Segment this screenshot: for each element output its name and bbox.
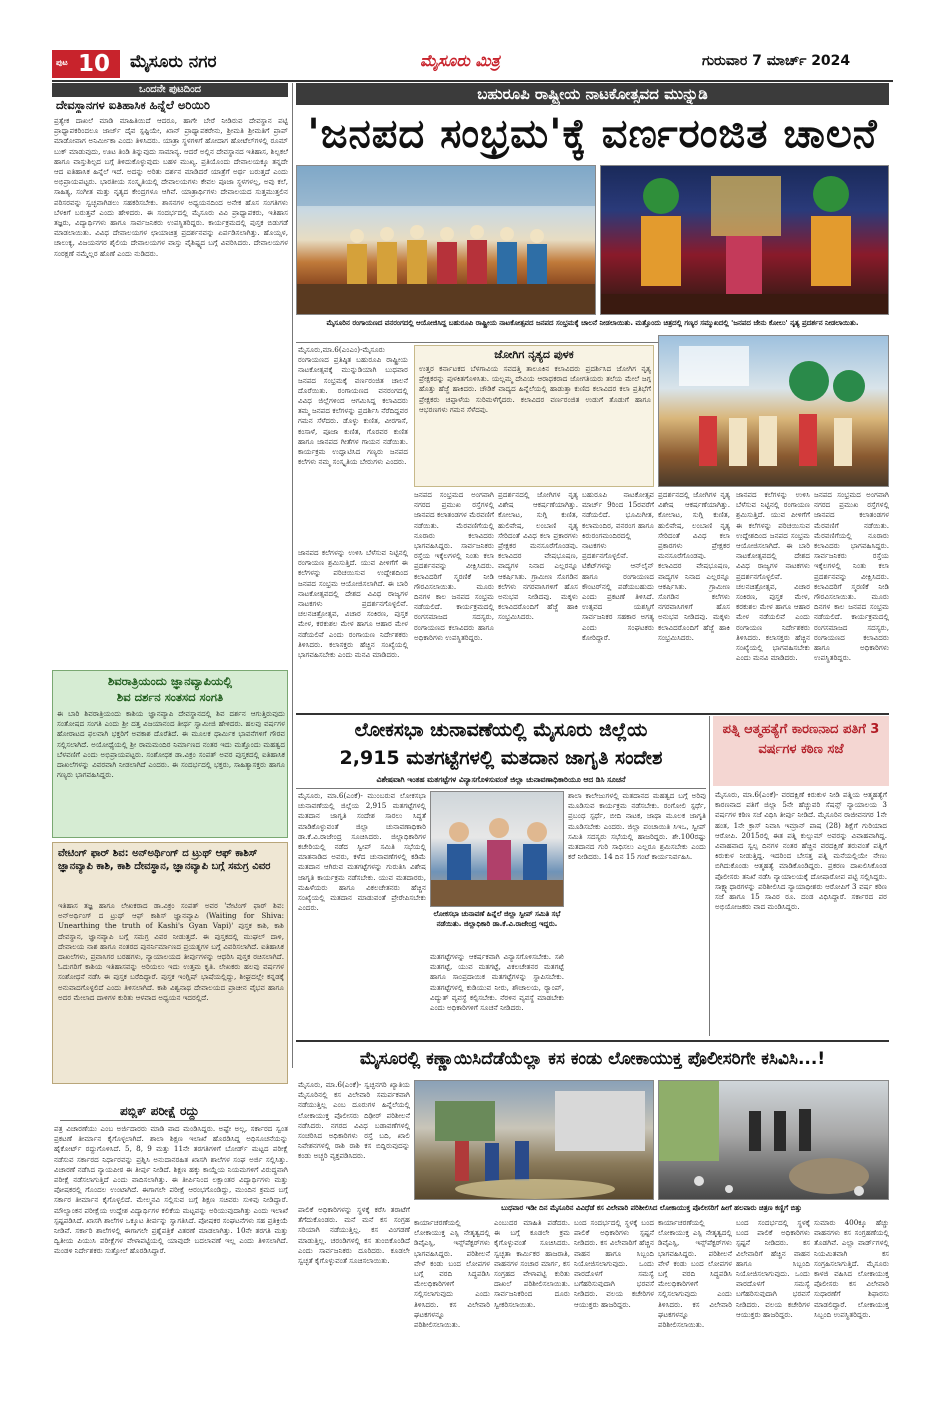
masthead xyxy=(0,44,945,80)
lokayukta-photo-2 xyxy=(658,1080,889,1200)
lead-col-7: ಜಾನಪದ ಕಲೆಗಳನ್ನು ಉಳಿಸಿ ಬೆಳೆಸುವ ನಿಟ್ಟಿನಲ್ಲಿ ರಂಗಾಯಣ ಶ್ರಮಿಸುತ್ತಿದೆ. ಯುವ ಪೀಳಿಗೆಗೆ ಈ ಕಲೆಗಳನ್ನು ಪರಿಚಯಿಸುವ ಉದ್ದೇಶದಿಂದ ಜನಪದ ಸಂಭ್ರಮ ಆಯೋಜಿಸಲಾಗಿದೆ. ಈ ಬಾರಿ ನಾಟಕೋತ್ಸವದಲ್ಲಿ ದೇಶದ ವಿವಿಧ ರಾಜ್ಯಗಳ ನಾಟಕಗಳು ಪ್ರದರ್ಶನಗೊಳ್ಳಲಿವೆ. ಚಲನಚಿತ್ರೋತ್ಸವ, ವಿಚಾರ ಸಂಕಿರಣ, ಪುಸ್ತಕ ಮೇಳ, ಕರಕುಶಲ ಮೇಳ ಹಾಗೂ ಆಹಾರ ಮೇಳ ನಡೆಯಲಿವೆ ಎಂದು ರಂಗಾಯಣ ನಿರ್ದೇಶಕರು ತಿಳಿಸಿದರು. ಕಲಾಸಕ್ತರು ಹೆಚ್ಚಿನ ಸಂಖ್ಯೆಯಲ್ಲಿ ಭಾಗವಹಿಸಬೇಕು ಎಂದು ಮನವಿ ಮಾಡಿದರು. xyxy=(736,490,810,663)
lead-photo-2-scene xyxy=(601,166,889,315)
lead-photo-2 xyxy=(600,165,889,315)
lead-col-4: ಪ್ರದರ್ಶನದಲ್ಲಿ ಜೋಗಿಗಳ ನೃತ್ಯ ವಿಶೇಷ ಆಕರ್ಷಣೆಯಾಗಿತ್ತು. ಕೋಲಾಟ, ಸುಗ್ಗಿ ಕುಣಿತ, ಹುಲಿವೇಷ, ಲಂಬಾಣಿ ನೃತ್ಯ ಸೇರಿದಂತೆ ವಿವಿಧ ಕಲಾ ಪ್ರಕಾರಗಳು ಪ್ರೇಕ್ಷಕರ ಮನಸೂರೆಗೊಂಡವು. ಕಲಾವಿದರ ವೇಷಭೂಷಣ, ವಾದ್ಯಗಳ ನಿನಾದ ಎಲ್ಲರನ್ನೂ ಆಕರ್ಷಿಸಿತು. ಗ್ರಾಮೀಣ ಸೊಗಡಿನ ಕಲೆಗಳು ನಗರವಾಸಿಗಳಿಗೆ ಹೊಸ ಅನುಭವ ನೀಡಿದವು. ಮಕ್ಕಳು ಕಲಾವಿದರೊಂದಿಗೆ ಹೆಜ್ಜೆ ಹಾಕಿ ಸಂಭ್ರಮಿಸಿದರು. xyxy=(498,490,578,622)
election-headline-2: 2,915 ಮತಗಟ್ಟೆಗಳಲ್ಲಿ ಮತದಾನ ಜಾಗೃತಿ ಸಂದೇಶ xyxy=(339,747,663,769)
book-box xyxy=(52,842,288,1084)
lead-col-1: ಮೈಸೂರು,ಮಾ.6(ಎಂಎಂ)-ಮೈಸೂರು ರಂಗಾಯಣದ ಪ್ರತಿಷ್ಠಿತ ಬಹುರೂಪಿ ರಾಷ್ಟ್ರೀಯ ನಾಟಕೋತ್ಸವಕ್ಕೆ ಮುನ್ನುಡಿಯಾಗಿ ಬುಧವಾರ ಜನಪದ ಸಂಭ್ರಮಕ್ಕೆ ವರ್ಣರಂಜಿತ ಚಾಲನೆ ದೊರೆಯಿತು. ರಂಗಾಯಣದ ವನರಂಗದಲ್ಲಿ ವಿವಿಧ ಜಿಲ್ಲೆಗಳಿಂದ ಆಗಮಿಸಿದ್ದ ಕಲಾವಿದರು ತಮ್ಮ ಜನಪದ ಕಲೆಗಳನ್ನು ಪ್ರದರ್ಶಿಸಿ ನೆರೆದಿದ್ದವರ ಗಮನ ಸೆಳೆದರು. ಡೊಳ್ಳು ಕುಣಿತ, ವೀರಗಾಸೆ, ಕಂಸಾಳೆ, ಪೂಜಾ ಕುಣಿತ, ಗೊರವರ ಕುಣಿತ ಹಾಗೂ ಜಾನಪದ ಗೀತೆಗಳ ಗಾಯನ ನಡೆಯಿತು. ಕಾರ್ಯಕ್ರಮ ಉದ್ಘಾಟಿಸಿದ ಗಣ್ಯರು ಜನಪದ ಕಲೆಗಳು ನಮ್ಮ ಸಂಸ್ಕೃತಿಯ ಬೇರುಗಳು ಎಂದರು. xyxy=(298,345,408,467)
election-caption: ಲೋಕಸಭಾ ಚುನಾವಣೆ ಹಿನ್ನೆಲೆ ಜಿಲ್ಲಾ ಸ್ವೀಪ್ ಸಮಿತಿ ಸಭೆ ನಡೆಯಿತು. ಜಿಲ್ಲಾಧಿಕಾರಿ ಡಾ.ಕೆ.ವಿ.ರಾಜೇಂದ್ರ ಇದ್ದರು. xyxy=(433,910,561,928)
jogi-photo-scene xyxy=(659,336,889,487)
page-label: ಪುಟ xyxy=(56,58,68,67)
page-number-badge xyxy=(52,50,120,78)
lokayukta-photo-1-scene xyxy=(415,1081,654,1200)
lead-headline: 'ಜನಪದ ಸಂಭ್ರಮ'ಕ್ಕೆ ವರ್ಣರಂಜಿತ ಚಾಲನೆ xyxy=(307,111,878,157)
continued-label: ಒಂದನೇ ಪುಟದಿಂದ xyxy=(52,83,288,97)
gyanvapi-box xyxy=(52,670,288,838)
lead-col-2: ಜಾನಪದ ಕಲೆಗಳನ್ನು ಉಳಿಸಿ ಬೆಳೆಸುವ ನಿಟ್ಟಿನಲ್ಲಿ ರಂಗಾಯಣ ಶ್ರಮಿಸುತ್ತಿದೆ. ಯುವ ಪೀಳಿಗೆಗೆ ಈ ಕಲೆಗಳನ್ನು ಪರಿಚಯಿಸುವ ಉದ್ದೇಶದಿಂದ ಜನಪದ ಸಂಭ್ರಮ ಆಯೋಜಿಸಲಾಗಿದೆ. ಈ ಬಾರಿ ನಾಟಕೋತ್ಸವದಲ್ಲಿ ದೇಶದ ವಿವಿಧ ರಾಜ್ಯಗಳ ನಾಟಕಗಳು ಪ್ರದರ್ಶನಗೊಳ್ಳಲಿವೆ. ಚಲನಚಿತ್ರೋತ್ಸವ, ವಿಚಾರ ಸಂಕಿರಣ, ಪುಸ್ತಕ ಮೇಳ, ಕರಕುಶಲ ಮೇಳ ಹಾಗೂ ಆಹಾರ ಮೇಳ ನಡೆಯಲಿವೆ ಎಂದು ರಂಗಾಯಣ ನಿರ್ದೇಶಕರು ತಿಳಿಸಿದರು. ಕಲಾಸಕ್ತರು ಹೆಚ್ಚಿನ ಸಂಖ್ಯೆಯಲ್ಲಿ ಭಾಗವಹಿಸಬೇಕು ಎಂದು ಮನವಿ ಮಾಡಿದರು. xyxy=(298,548,408,660)
lead-photo-1-scene xyxy=(297,166,596,315)
book-headline: ವೇಟಿಂಗ್ ಫಾರ್ ಶಿವ: ಅನ್‌ಅರ್ಥಿಂಗ್ ದ ಟ್ರುಥ್ ಆಫ್ ಕಾಶಿಸ್ ಜ್ಞಾನವ್ಯಾಪಿ ಕಾಶಿ, ಕಾಶಿ ದೇವಸ್ಥಾನ, ಜ್ಞಾನವ್ಯಾಪಿ ಬಗ್ಗೆ ಸಮಗ್ರ ವಿವರ xyxy=(58,848,271,872)
lokayukta-headline: ಮೈಸೂರಲ್ಲಿ ಕಣ್ಣಾಯಿಸಿದೆಡೆಯೆಲ್ಲಾ ಕಸ ಕಂಡು ಲೋಕಾಯುಕ್ತ ಪೊಲೀಸರಿಗೇ ಕಸಿವಿಸಿ...! xyxy=(359,1049,826,1069)
lokayukta-col-2: ಪಾಲಿಕೆ ಅಧಿಕಾರಿಗಳನ್ನು ಸ್ಥಳಕ್ಕೆ ಕರೆಸಿ ತರಾಟೆಗೆ ತೆಗೆದುಕೊಂಡರು. ಮನೆ ಮನೆ ಕಸ ಸಂಗ್ರಹ ಸರಿಯಾಗಿ ನಡೆಯುತ್ತಿಲ್ಲ. ಕಸ ವಿಂಗಡಣೆ ಮಾಡುತ್ತಿಲ್ಲ. ಚರಂಡಿಗಳಲ್ಲಿ ಕಸ ತುಂಬಿಕೊಂಡಿದೆ ಎಂದು ಸಾರ್ವಜನಿಕರು ದೂರಿದರು. ಕೂಡಲೇ ಸ್ವಚ್ಛತೆ ಕೈಗೊಳ್ಳುವಂತೆ ಸೂಚಿಸಲಾಯಿತು. xyxy=(298,1205,410,1266)
paper-logo: ಮೈಸೂರು ಮಿತ್ರ xyxy=(420,51,500,70)
lead-kicker: ಬಹುರೂಪಿ ರಾಷ್ಟ್ರೀಯ ನಾಟಕೋತ್ಸವದ ಮುನ್ನುಡಿ xyxy=(296,83,889,105)
suicide-headline: ಪತ್ನಿ ಆತ್ಮಹತ್ಯೆಗೆ ಕಾರಣನಾದ ಪತಿಗೆ 3 ವರ್ಷಗಳ ಕಠಿಣ ಸಜೆ xyxy=(722,722,880,757)
gyanvapi-headline-1: ಶಿವರಾತ್ರಿಯಂದು ಜ್ಞಾನವ್ಯಾಪಿಯಲ್ಲಿ xyxy=(107,674,233,688)
lokayukta-photo-1 xyxy=(414,1080,654,1200)
lead-photo-1 xyxy=(296,165,596,315)
section-name: ಮೈಸೂರು ನಗರ xyxy=(130,52,217,72)
gyanvapi-headline-2: ಶಿವ ದರ್ಶನ ಸಂತಸದ ಸಂಗತಿ xyxy=(116,690,224,704)
issue-date: ಗುರುವಾರ 7 ಮಾರ್ಚ್ 2024 xyxy=(702,53,851,69)
lead-col-6: ಪ್ರದರ್ಶನದಲ್ಲಿ ಜೋಗಿಗಳ ನೃತ್ಯ ವಿಶೇಷ ಆಕರ್ಷಣೆಯಾಗಿತ್ತು. ಕೋಲಾಟ, ಸುಗ್ಗಿ ಕುಣಿತ, ಹುಲಿವೇಷ, ಲಂಬಾಣಿ ನೃತ್ಯ ಸೇರಿದಂತೆ ವಿವಿಧ ಕಲಾ ಪ್ರಕಾರಗಳು ಪ್ರೇಕ್ಷಕರ ಮನಸೂರೆಗೊಂಡವು. ಕಲಾವಿದರ ವೇಷಭೂಷಣ, ವಾದ್ಯಗಳ ನಿನಾದ ಎಲ್ಲರನ್ನೂ ಆಕರ್ಷಿಸಿತು. ಗ್ರಾಮೀಣ ಸೊಗಡಿನ ಕಲೆಗಳು ನಗರವಾಸಿಗಳಿಗೆ ಹೊಸ ಅನುಭವ ನೀಡಿದವು. ಮಕ್ಕಳು ಕಲಾವಿದರೊಂದಿಗೆ ಹೆಜ್ಜೆ ಹಾಕಿ ಸಂಭ್ರಮಿಸಿದರು. xyxy=(658,490,730,642)
lokayukta-col-5: ಬಂದ ಸಂದರ್ಭದಲ್ಲಿ ಸ್ಥಳಕ್ಕೆ ಬಂದ ಪಾಲಿಕೆ ಅಧಿಕಾರಿಗಳು ಸ್ಪಷ್ಟನೆ ನೀಡಿದರು. ಕಸ ವಿಲೇವಾರಿಗೆ ಹೆಚ್ಚಿನ ವಾಹನ ಹಾಗೂ ಸಿಬ್ಬಂದಿ ನಿಯೋಜಿಸಲಾಗುವುದು. ಒಂದು ವಾರದೊಳಗೆ ಸಮಸ್ಯೆ ಬಗೆಹರಿಸುವುದಾಗಿ ಭರವಸೆ ನೀಡಿದರು. ವಲಯ ಕಚೇರಿಗಳ ಆಯುಕ್ತರು ಹಾಜರಿದ್ದರು. xyxy=(574,1218,654,1309)
lokayukta-col-7: ಬಂದ ಸಂದರ್ಭದಲ್ಲಿ ಸ್ಥಳಕ್ಕೆ ಬಂದ ಪಾಲಿಕೆ ಅಧಿಕಾರಿಗಳು ಸ್ಪಷ್ಟನೆ ನೀಡಿದರು. ಕಸ ವಿಲೇವಾರಿಗೆ ಹೆಚ್ಚಿನ ವಾಹನ ಹಾಗೂ ಸಿಬ್ಬಂದಿ ನಿಯೋಜಿಸಲಾಗುವುದು. ಒಂದು ವಾರದೊಳಗೆ ಸಮಸ್ಯೆ ಬಗೆಹರಿಸುವುದಾಗಿ ಭರವಸೆ ನೀಡಿದರು. ವಲಯ ಕಚೇರಿಗಳ ಆಯುಕ್ತರು ಹಾಜರಿದ್ದರು. xyxy=(736,1218,810,1319)
suicide-body: ಮೈಸೂರು, ಮಾ.6(ಎಂಕೆ)- ವರದಕ್ಷಿಣೆ ಕಿರುಕುಳ ನೀಡಿ ಪತ್ನಿಯ ಆತ್ಮಹತ್ಯೆಗೆ ಕಾರಣನಾದ ಪತಿಗೆ ಜಿಲ್ಲಾ 5ನೇ ಹೆಚ್ಚುವರಿ ಸೆಷನ್ಸ್ ನ್ಯಾಯಾಲಯ 3 ವರ್ಷಗಳ ಕಠಿಣ ಸಜೆ ವಿಧಿಸಿ ತೀರ್ಪು ನೀಡಿದೆ. ಮೈಸೂರಿನ ರಾಜೀವನಗರ 1ನೇ ಹಂತ, 1ನೇ ಕ್ರಾಸ್ ನಿವಾಸಿ ಇಮ್ರಾನ್ ಪಾಷ (28) ಶಿಕ್ಷೆಗೆ ಗುರಿಯಾದ ಆರೋಪಿ. 2015ರಲ್ಲಿ ಈತ ಪತ್ನಿ ಕುಲ್ಸುಮ್ ಅವರನ್ನು ವಿವಾಹವಾಗಿದ್ದ. ವಿವಾಹವಾದ ಸ್ವಲ್ಪ ದಿನಗಳ ನಂತರ ಹೆಚ್ಚಿನ ವರದಕ್ಷಿಣೆ ತರುವಂತೆ ಪತ್ನಿಗೆ ಕಿರುಕುಳ ನೀಡುತ್ತಿದ್ದ. ಇದರಿಂದ ಬೇಸತ್ತ ಪತ್ನಿ ಮನೆಯಲ್ಲಿಯೇ ನೇಣು ಬಿಗಿದುಕೊಂಡು ಆತ್ಮಹತ್ಯೆ ಮಾಡಿಕೊಂಡಿದ್ದರು. ಪ್ರಕರಣ ದಾಖಲಿಸಿಕೊಂಡ ಪೊಲೀಸರು ತನಿಖೆ ನಡೆಸಿ ನ್ಯಾಯಾಲಯಕ್ಕೆ ದೋಷಾರೋಪ ಪಟ್ಟಿ ಸಲ್ಲಿಸಿದ್ದರು. ಸಾಕ್ಷ್ಯಾಧಾರಗಳನ್ನು ಪರಿಶೀಲಿಸಿದ ನ್ಯಾಯಾಧೀಶರು ಆರೋಪಿಗೆ 3 ವರ್ಷ ಕಠಿಣ ಸಜೆ ಹಾಗೂ 15 ಸಾವಿರ ರೂ. ದಂಡ ವಿಧಿಸಿದ್ದಾರೆ. ಸರ್ಕಾರದ ಪರ ಅಭಿಯೋಜಕರು ವಾದ ಮಂಡಿಸಿದ್ದರು. xyxy=(715,790,887,912)
jogi-body: ಉತ್ತರ ಕರ್ನಾಟಕದ ಬೆಳಗಾವಿಯ ಸವದತ್ತಿ ತಾಲೂಕಿನ ಕಲಾವಿದರು ಪ್ರದರ್ಶಿಸಿದ ಜೋಗಿಗ ನೃತ್ಯ ಪ್ರೇಕ್ಷಕರನ್ನು ಪುಳಕಿತಗೊಳಿಸಿತು. ಯಲ್ಲಮ್ಮ ದೇವಿಯ ಆರಾಧಕರಾದ ಜೋಗತಿಯರು ತಲೆಯ ಮೇಲೆ ಜಗ್ಗ ಹೊತ್ತು ಹೆಜ್ಜೆ ಹಾಕಿದರು. ಚೌಡಿಕೆ ವಾದ್ಯದ ಹಿನ್ನೆಲೆಯಲ್ಲಿ ಹಾಡುತ್ತಾ ಕುಣಿದ ಕಲಾವಿದರ ಕಲಾ ಪ್ರತಿಭೆಗೆ ಪ್ರೇಕ್ಷಕರು ಚಪ್ಪಾಳೆಯ ಸುರಿಮಳೆಗೈದರು. ಕಲಾವಿದರ ವರ್ಣರಂಜಿತ ಉಡುಗೆ ತೊಡುಗೆ ಹಾಗೂ ಆಭರಣಗಳು ಗಮನ ಸೆಳೆದವು. xyxy=(419,364,651,414)
exam-body: ಪತ್ರ ವಿಚಾರಣೆಯು ಎಂಬ ಅರ್ಜಿದಾರರು ಮಾಡಿ ವಾದ ಮಂಡಿಸಿದ್ದರು. ಅಷ್ಟೇ ಅಲ್ಲ, ಸರ್ಕಾರದ ಸ್ವಂತ ಪ್ರಕಟಣೆ ತೀರ್ಮಾನ ಕೈಗೊಳ್ಳಲಾಗಿದೆ. ಶಾಲಾ ಶಿಕ್ಷಣ ಇಲಾಖೆ ಹೊರಡಿಸಿದ್ದ ಅಧಿಸೂಚನೆಯನ್ನು ಹೈಕೋರ್ಟ್ ರದ್ದುಗೊಳಿಸಿದೆ. 5, 8, 9 ಮತ್ತು 11ನೇ ತರಗತಿಗಳಿಗೆ ಬೋರ್ಡ್ ಮಟ್ಟದ ಪರೀಕ್ಷೆ ನಡೆಸುವ ಸರ್ಕಾರದ ನಿರ್ಧಾರವನ್ನು ಪ್ರಶ್ನಿಸಿ ಅನುದಾನರಹಿತ ಖಾಸಗಿ ಶಾಲೆಗಳ ಸಂಘ ಅರ್ಜಿ ಸಲ್ಲಿಸಿತ್ತು. ವಿಚಾರಣೆ ನಡೆಸಿದ ನ್ಯಾಯಪೀಠ ಈ ತೀರ್ಪು ನೀಡಿದೆ. ಶಿಕ್ಷಣ ಹಕ್ಕು ಕಾಯ್ದೆಯ ನಿಯಮಗಳಿಗೆ ವಿರುದ್ಧವಾಗಿ ಪರೀಕ್ಷೆ ನಡೆಸಲಾಗುತ್ತಿದೆ ಎಂದು ವಾದಿಸಲಾಗಿತ್ತು. ಈ ತೀರ್ಪಿನಿಂದ ಲಕ್ಷಾಂತರ ವಿದ್ಯಾರ್ಥಿಗಳು ಮತ್ತು ಪೋಷಕರಲ್ಲಿ ಗೊಂದಲ ಉಂಟಾಗಿದೆ. ಈಗಾಗಲೇ ಪರೀಕ್ಷೆ ಆರಂಭಗೊಂಡಿದ್ದು, ಮುಂದಿನ ಕ್ರಮದ ಬಗ್ಗೆ ಸರ್ಕಾರ ತೀರ್ಮಾನ ಕೈಗೊಳ್ಳಲಿದೆ. ಮೇಲ್ಮನವಿ ಸಲ್ಲಿಸುವ ಬಗ್ಗೆ ಶಿಕ್ಷಣ ಸಚಿವರು ಸುಳಿವು ನೀಡಿದ್ದಾರೆ. ಮೌಲ್ಯಾಂಕನ ಪರೀಕ್ಷೆಯ ಉದ್ದೇಶ ವಿದ್ಯಾರ್ಥಿಗಳ ಕಲಿಕೆಯ ಮಟ್ಟವನ್ನು ಅರಿಯುವುದಾಗಿತ್ತು ಎಂದು ಇಲಾಖೆ ಸ್ಪಷ್ಟಪಡಿಸಿದೆ. ಖಾಸಗಿ ಶಾಲೆಗಳ ಒಕ್ಕೂಟ ತೀರ್ಪನ್ನು ಸ್ವಾಗತಿಸಿದೆ. ಪೋಷಕರ ಸಂಘಟನೆಗಳು ಸಹ ಪ್ರತಿಕ್ರಿಯೆ ನೀಡಿವೆ. ಸರ್ಕಾರಿ ಶಾಲೆಗಳಲ್ಲಿ ಈಗಾಗಲೇ ಪ್ರಶ್ನೆಪತ್ರಿಕೆ ವಿತರಣೆ ಮಾಡಲಾಗಿತ್ತು. 10ನೇ ತರಗತಿ ಮತ್ತು ದ್ವಿತೀಯ ಪಿಯುಸಿ ಪರೀಕ್ಷೆಗಳ ವೇಳಾಪಟ್ಟಿಯಲ್ಲಿ ಯಾವುದೇ ಬದಲಾವಣೆ ಇಲ್ಲ ಎಂದು ತಿಳಿಸಲಾಗಿದೆ. ಮಂಡಳಿ ನಿರ್ದೇಶಕರು ಸುತ್ತೋಲೆ ಹೊರಡಿಸಿದ್ದಾರೆ. xyxy=(54,1124,288,1256)
lead-caption: ಮೈಸೂರಿನ ರಂಗಾಯಣದ ವನರಂಗದಲ್ಲಿ ಆಯೋಜಿಸಿದ್ದ ಬಹುರೂಪಿ ರಾಷ್ಟ್ರೀಯ ನಾಟಕೋತ್ಸವದ ಜನಪದ ಸಂಭ್ರಮಕ್ಕೆ ಚಾಲನೆ ನೀಡಲಾಯಿತು. ಮತ್ತೊಂದು ಚಿತ್ರದಲ್ಲಿ ಗಣ್ಯರ ಸಮ್ಮುಖದಲ್ಲಿ 'ಜನಪದ ಜೇನು ಕೋಲು' ನೃತ್ಯ ಪ್ರದರ್ಶನ ನೀಡಲಾಯಿತು. xyxy=(326,319,859,327)
lokayukta-col-8: ಸುಮಾರು 400ಕ್ಕೂ ಹೆಚ್ಚು ವಾಹನಗಳು ಕಸ ಸಂಗ್ರಹಣೆಯಲ್ಲಿ ತೊಡಗಿವೆ. ಎಲ್ಲಾ ವಾರ್ಡ್‌ಗಳಲ್ಲಿ ನಿಯಮಿತವಾಗಿ ಕಸ ಸಂಗ್ರಹಿಸಲಾಗುತ್ತಿದೆ. ಮೈಸೂರು ಕಾಳಜಿ ವಹಿಸಿದ ಲೋಕಾಯುಕ್ತ ಪೊಲೀಸರು ಕಸ ವಿಲೇವಾರಿ ಸುಧಾರಣೆಗೆ ಶಿಫಾರಸು ಮಾಡಲಿದ್ದಾರೆ. ಲೋಕಾಯುಕ್ತ ಸಿಬ್ಬಂದಿ ಉಪಸ್ಥಿತರಿದ್ದರು. xyxy=(814,1218,889,1319)
jogi-headline: ಜೋಗಿಗ ನೃತ್ಯದ ಪುಳಕ xyxy=(494,348,574,361)
lokayukta-col-3: ಕಾರ್ಯಾಚರಣೆಯಲ್ಲಿ ಲೋಕಾಯುಕ್ತ ಎಸ್ಪಿ ನೇತೃತ್ವದಲ್ಲಿ ಡಿವೈಎಸ್ಪಿ, ಇನ್ಸ್‌ಪೆಕ್ಟರ್‌ಗಳು ಭಾಗವಹಿಸಿದ್ದರು. ಪರಿಶೀಲನೆ ವೇಳೆ ಕಂಡು ಬಂದ ಲೋಪಗಳ ಬಗ್ಗೆ ವರದಿ ಸಿದ್ಧಪಡಿಸಿ ಮೇಲಧಿಕಾರಿಗಳಿಗೆ ಸಲ್ಲಿಸಲಾಗುವುದು ಎಂದು ತಿಳಿಸಿದರು. ಕಸ ವಿಲೇವಾರಿ ಘಟಕಗಳನ್ನೂ ಪರಿಶೀಲಿಸಲಾಯಿತು. xyxy=(414,1218,490,1330)
election-photo-scene xyxy=(431,792,564,907)
election-subhead: ವಿಶೇಷವಾಗಿ ಇಂತಹ ಮತಗಟ್ಟೆಗಳ ವಿನ್ಯಾಸಗೊಳಿಸುವಂತೆ ಜಿಲ್ಲಾ ಚುನಾವಣಾಧಿಕಾರಿಯೂ ಆದ ಡಿಸಿ ಸೂಚನೆ xyxy=(376,775,626,784)
book-body: ಇತಿಹಾಸ ತಜ್ಞ ಹಾಗೂ ಲೇಖಕರಾದ ಡಾ.ವಿಕ್ರಂ ಸಂಪತ್ ಅವರ 'ವೇಟಿಂಗ್ ಫಾರ್ ಶಿವ: ಅನ್‌ಅರ್ಥಿಂಗ್ ದ ಟ್ರುಥ್ ಆಫ್ ಕಾಶಿಸ್ ಜ್ಞಾನವ್ಯಾಪಿ (Waiting for Shiva: Unearthing the truth of Kashi's Gyan Vapi)' ಪುಸ್ತಕ ಕಾಶಿ, ಕಾಶಿ ದೇವಸ್ಥಾನ, ಜ್ಞಾನವ್ಯಾಪಿ ಬಗ್ಗೆ ಸಮಗ್ರ ವಿವರ ನೀಡುತ್ತದೆ. ಈ ಪುಸ್ತಕದಲ್ಲಿ ಮುಘಲ್ ದಾಳಿ, ದೇವಾಲಯ ನಾಶ ಹಾಗೂ ನಂತರದ ಪುನರ್ನಿರ್ಮಾಣದ ಪ್ರಯತ್ನಗಳ ಬಗ್ಗೆ ವಿವರಿಸಲಾಗಿದೆ. ಐತಿಹಾಸಿಕ ದಾಖಲೆಗಳು, ಪ್ರವಾಸಿಗರ ಬರಹಗಳು, ನ್ಯಾಯಾಲಯದ ತೀರ್ಪುಗಳನ್ನು ಆಧರಿಸಿ ಪುಸ್ತಕ ರಚಿಸಲಾಗಿದೆ. ಓದುಗರಿಗೆ ಕಾಶಿಯ ಇತಿಹಾಸವನ್ನು ಅರಿಯಲು ಇದು ಉತ್ತಮ ಕೃತಿ. ಲೇಖಕರು ಹಲವು ವರ್ಷಗಳ ಸಂಶೋಧನೆ ನಡೆಸಿ ಈ ಪುಸ್ತಕ ಬರೆದಿದ್ದಾರೆ. ಪುಸ್ತಕ ಇಂಗ್ಲಿಷ್ ಭಾಷೆಯಲ್ಲಿದ್ದು, ಶೀಘ್ರದಲ್ಲೇ ಕನ್ನಡಕ್ಕೆ ಅನುವಾದಗೊಳ್ಳಲಿದೆ ಎಂದು ತಿಳಿಸಲಾಗಿದೆ. ಕಾಶಿ ವಿಶ್ವನಾಥ ದೇವಾಲಯದ ಪ್ರಾಚೀನ ವೈಭವ ಹಾಗೂ ಅದರ ಮೇಲಾದ ದಾಳಿಗಳ ಕುರಿತು ಆಳವಾದ ಅಧ್ಯಯನ ಇದರಲ್ಲಿದೆ. xyxy=(58,901,284,1002)
lokayukta-caption: ಬುಧವಾರ ಇಡೀ ದಿನ ಮೈಸೂರಿನ ವಿವಿಧೆಡೆ ಕಸ ವಿಲೇವಾರಿ ಪರಿಶೀಲಿಸಿದ ಲೋಕಾಯುಕ್ತ ಪೊಲೀಸರಿಗೆ ಹೀಗೆ ಹಲವಾರು ಚಿತ್ರಣ ಕಣ್ಣಿಗೆ ಬಿತ್ತು xyxy=(501,1204,802,1212)
election-photo xyxy=(430,791,564,907)
lokayukta-col-6: ಕಾರ್ಯಾಚರಣೆಯಲ್ಲಿ ಲೋಕಾಯುಕ್ತ ಎಸ್ಪಿ ನೇತೃತ್ವದಲ್ಲಿ ಡಿವೈಎಸ್ಪಿ, ಇನ್ಸ್‌ಪೆಕ್ಟರ್‌ಗಳು ಭಾಗವಹಿಸಿದ್ದರು. ಪರಿಶೀಲನೆ ವೇಳೆ ಕಂಡು ಬಂದ ಲೋಪಗಳ ಬಗ್ಗೆ ವರದಿ ಸಿದ್ಧಪಡಿಸಿ ಮೇಲಧಿಕಾರಿಗಳಿಗೆ ಸಲ್ಲಿಸಲಾಗುವುದು ಎಂದು ತಿಳಿಸಿದರು. ಕಸ ವಿಲೇವಾರಿ ಘಟಕಗಳನ್ನೂ ಪರಿಶೀಲಿಸಲಾಯಿತು. xyxy=(658,1218,732,1330)
election-col-2: ಮತಗಟ್ಟೆಗಳನ್ನು ಆಕರ್ಷಕವಾಗಿ ವಿನ್ಯಾಸಗೊಳಿಸಬೇಕು. ಸಖಿ ಮತಗಟ್ಟೆ, ಯುವ ಮತಗಟ್ಟೆ, ವಿಕಲಚೇತನರ ಮತಗಟ್ಟೆ ಹಾಗೂ ಸಾಂಪ್ರದಾಯಿಕ ಮತಗಟ್ಟೆಗಳನ್ನು ಸ್ಥಾಪಿಸಬೇಕು. ಮತಗಟ್ಟೆಗಳಲ್ಲಿ ಕುಡಿಯುವ ನೀರು, ಶೌಚಾಲಯ, ರ‍್ಯಾಂಪ್, ವಿದ್ಯುತ್ ವ್ಯವಸ್ಥೆ ಕಲ್ಪಿಸಬೇಕು. ನೆರಳಿನ ವ್ಯವಸ್ಥೆ ಮಾಡಬೇಕು ಎಂದು ಅಧಿಕಾರಿಗಳಿಗೆ ಸೂಚನೆ ನೀಡಿದರು. xyxy=(430,952,564,1013)
temples-body: ಪ್ರತ್ಯೇಕ ದಾಖಲೆ ಮಾಡಿ ಮಾಹಿತಿಯಿದೆ ಆದರೂ, ಹಾಗೇ ಬೇರೆ ನೀಡಿರುವ ದೇವಸ್ಥಾನ ಪಟ್ಟಿ ಪ್ರಾಧ್ಯಾಪಕರಿಂದಲೂ ಜಾರ್ಜ್ ದೈವ ಸ್ಪಷ್ಟಿಯೇ, ಖಾನ್ ಪ್ರಾಥ್ಯಾಪಕರೇನು, ಶ್ರೀಮತಿ ಶ್ರೀಮತಿಗೆ ಪ್ರಾಪ್ ಮಾಡೋವಾಗ ಅನಿರ್ಮೀಕಾ ಎಂದು ತಿಳಿಸಿದರು. ಯಾತ್ರಾ ಸ್ಥಳಗಳಿಗೆ ಹೋದಾಗ ಹೋಟೆಲ್‌ಗಳಲ್ಲಿ ರೂಮ್ ಬುಕ್ ಮಾಡುವುದು, ಊಟ ತಿಂಡಿ ತಿನ್ನುವುದು ಸಾಮಾನ್ಯ. ಆದರೆ ಅಲ್ಲಿನ ದೇವಸ್ಥಾನದ ಇತಿಹಾಸ, ಶಿಲ್ಪಕಲೆ ಹಾಗೂ ವಾಸ್ತುಶಿಲ್ಪದ ಬಗ್ಗೆ ತಿಳಿದುಕೊಳ್ಳುವುದು ಬಹಳ ಮುಖ್ಯ. ಪ್ರತಿಯೊಂದು ದೇವಾಲಯಕ್ಕೂ ತನ್ನದೇ ಆದ ಐತಿಹಾಸಿಕ ಹಿನ್ನೆಲೆ ಇದೆ. ಅದನ್ನು ಅರಿತು ದರ್ಶನ ಮಾಡಿದರೆ ಯಾತ್ರೆಗೆ ಅರ್ಥ ಬರುತ್ತದೆ ಎಂದು ಅಭಿಪ್ರಾಯಪಟ್ಟರು. ಭಾರತೀಯ ಸಂಸ್ಕೃತಿಯಲ್ಲಿ ದೇವಾಲಯಗಳು ಕೇವಲ ಪೂಜಾ ಸ್ಥಳಗಳಲ್ಲ, ಅವು ಕಲೆ, ಸಾಹಿತ್ಯ, ಸಂಗೀತ ಮತ್ತು ನೃತ್ಯದ ಕೇಂದ್ರಗಳೂ ಆಗಿವೆ. ಯಾತ್ರಾರ್ಥಿಗಳು ದೇವಾಲಯದ ಸುತ್ತಮುತ್ತಲಿನ ಪರಿಸರವನ್ನು ಸ್ವಚ್ಛವಾಗಿಡಲು ಸಹಕರಿಸಬೇಕು. ಶಾಸನಗಳ ಅಧ್ಯಯನದಿಂದ ಅನೇಕ ಹೊಸ ಸಂಗತಿಗಳು ಬೆಳಕಿಗೆ ಬರುತ್ತವೆ ಎಂದು ಹೇಳಿದರು. ಈ ಸಂದರ್ಭದಲ್ಲಿ ಮೈಸೂರು ವಿವಿ ಪ್ರಾಧ್ಯಾಪಕರು, ಇತಿಹಾಸ ತಜ್ಞರು, ವಿದ್ಯಾರ್ಥಿಗಳು ಹಾಗೂ ಸಾರ್ವಜನಿಕರು ಉಪಸ್ಥಿತರಿದ್ದರು. ಕಾರ್ಯಕ್ರಮದಲ್ಲಿ ಪುಸ್ತಕ ಬಿಡುಗಡೆ ಮಾಡಲಾಯಿತು. ವಿವಿಧ ದೇವಾಲಯಗಳ ಛಾಯಾಚಿತ್ರ ಪ್ರದರ್ಶನವನ್ನು ಏರ್ಪಡಿಸಲಾಗಿತ್ತು. ಹೊಯ್ಸಳ, ಚಾಲುಕ್ಯ, ವಿಜಯನಗರ ಶೈಲಿಯ ದೇವಾಲಯಗಳ ವಾಸ್ತು ವೈಶಿಷ್ಟ್ಯದ ಬಗ್ಗೆ ವಿವರಿಸಿದರು. ದೇವಾಲಯಗಳ ಸಂರಕ್ಷಣೆ ನಮ್ಮೆಲ್ಲರ ಹೊಣೆ ಎಂದು ನುಡಿದರು. xyxy=(54,116,288,258)
election-col-1: ಮೈಸೂರು, ಮಾ.6(ಎಂಕೆ)- ಮುಂಬರುವ ಲೋಕಸಭಾ ಚುನಾವಣೆಯಲ್ಲಿ ಜಿಲ್ಲೆಯ 2,915 ಮತಗಟ್ಟೆಗಳಲ್ಲಿ ಮತದಾನ ಜಾಗೃತಿ ಸಂದೇಶ ಸಾರಲು ಸಿದ್ಧತೆ ಮಾಡಿಕೊಳ್ಳುವಂತೆ ಜಿಲ್ಲಾ ಚುನಾವಣಾಧಿಕಾರಿ ಡಾ.ಕೆ.ವಿ.ರಾಜೇಂದ್ರ ಸೂಚಿಸಿದರು. ಜಿಲ್ಲಾಧಿಕಾರಿಗಳ ಕಚೇರಿಯಲ್ಲಿ ನಡೆದ ಸ್ವೀಪ್ ಸಮಿತಿ ಸಭೆಯಲ್ಲಿ ಮಾತನಾಡಿದ ಅವರು, ಕಳೆದ ಚುನಾವಣೆಗಳಲ್ಲಿ ಕಡಿಮೆ ಮತದಾನ ಆಗಿರುವ ಮತಗಟ್ಟೆಗಳನ್ನು ಗುರುತಿಸಿ ವಿಶೇಷ ಜಾಗೃತಿ ಕಾರ್ಯಕ್ರಮ ನಡೆಸಬೇಕು. ಯುವ ಮತದಾರರು, ಮಹಿಳೆಯರು ಹಾಗೂ ವಿಕಲಚೇತನರು ಹೆಚ್ಚಿನ ಸಂಖ್ಯೆಯಲ್ಲಿ ಮತದಾನ ಮಾಡುವಂತೆ ಪ್ರೇರೇಪಿಸಬೇಕು ಎಂದರು. xyxy=(298,791,426,913)
exam-headline: ಪಬ್ಲಿಕ್ ಪರೀಕ್ಷೆ ರದ್ದು xyxy=(120,1104,200,1118)
suicide-box xyxy=(713,716,889,1036)
lead-col-3: ಜನಪದ ಸಂಭ್ರಮದ ಅಂಗವಾಗಿ ನಗರದ ಪ್ರಮುಖ ರಸ್ತೆಗಳಲ್ಲಿ ಜಾನಪದ ಕಲಾತಂಡಗಳ ಮೆರವಣಿಗೆ ನಡೆಯಿತು. ಮೆರವಣಿಗೆಯಲ್ಲಿ ನೂರಾರು ಕಲಾವಿದರು ಭಾಗವಹಿಸಿದ್ದರು. ಸಾರ್ವಜನಿಕರು ರಸ್ತೆಯ ಇಕ್ಕೆಲಗಳಲ್ಲಿ ನಿಂತು ಕಲಾ ಪ್ರದರ್ಶನವನ್ನು ವೀಕ್ಷಿಸಿದರು. ಕಲಾವಿದರಿಗೆ ಸ್ಮರಣಿಕೆ ನೀಡಿ ಗೌರವಿಸಲಾಯಿತು. ಮೂರು ದಿನಗಳ ಕಾಲ ಜನಪದ ಸಂಭ್ರಮ ನಡೆಯಲಿದೆ. ಕಾರ್ಯಕ್ರಮದಲ್ಲಿ ರಂಗಸಮಾಜದ ಸದಸ್ಯರು, ರಂಗಾಯಣದ ಕಲಾವಿದರು ಹಾಗೂ ಅಧಿಕಾರಿಗಳು ಉಪಸ್ಥಿತರಿದ್ದರು. xyxy=(414,490,494,642)
election-headline-1: ಲೋಕಸಭಾ ಚುನಾವಣೆಯಲ್ಲಿ ಮೈಸೂರು ಜಿಲ್ಲೆಯ xyxy=(354,719,648,741)
temples-headline: ದೇವಸ್ಥಾನಗಳ ಐತಿಹಾಸಿಕ ಹಿನ್ನೆಲೆ ಅರಿಯಿರಿ xyxy=(56,98,210,112)
lead-col-8: ಜನಪದ ಸಂಭ್ರಮದ ಅಂಗವಾಗಿ ನಗರದ ಪ್ರಮುಖ ರಸ್ತೆಗಳಲ್ಲಿ ಜಾನಪದ ಕಲಾತಂಡಗಳ ಮೆರವಣಿಗೆ ನಡೆಯಿತು. ಮೆರವಣಿಗೆಯಲ್ಲಿ ನೂರಾರು ಕಲಾವಿದರು ಭಾಗವಹಿಸಿದ್ದರು. ಸಾರ್ವಜನಿಕರು ರಸ್ತೆಯ ಇಕ್ಕೆಲಗಳಲ್ಲಿ ನಿಂತು ಕಲಾ ಪ್ರದರ್ಶನವನ್ನು ವೀಕ್ಷಿಸಿದರು. ಕಲಾವಿದರಿಗೆ ಸ್ಮರಣಿಕೆ ನೀಡಿ ಗೌರವಿಸಲಾಯಿತು. ಮೂರು ದಿನಗಳ ಕಾಲ ಜನಪದ ಸಂಭ್ರಮ ನಡೆಯಲಿದೆ. ಕಾರ್ಯಕ್ರಮದಲ್ಲಿ ರಂಗಸಮಾಜದ ಸದಸ್ಯರು, ರಂಗಾಯಣದ ಕಲಾವಿದರು ಹಾಗೂ ಅಧಿಕಾರಿಗಳು ಉಪಸ್ಥಿತರಿದ್ದರು. xyxy=(814,490,889,663)
lokayukta-col-4: ಎಂಬುದರ ಮಾಹಿತಿ ಪಡೆದರು. ಈ ಬಗ್ಗೆ ಕೂಡಲೇ ಕ್ರಮ ಕೈಗೊಳ್ಳುವಂತೆ ಸೂಚಿಸಿದರು. ಸ್ವಚ್ಛತಾ ಕಾರ್ಮಿಕರ ಹಾಜರಾತಿ, ವಾಹನಗಳ ಸಂಚಾರ ಮಾರ್ಗ, ಕಸ ಸಂಗ್ರಹದ ವೇಳಾಪಟ್ಟಿ ಕುರಿತು ದಾಖಲೆ ಪರಿಶೀಲಿಸಲಾಯಿತು. ಸಾರ್ವಜನಿಕರಿಂದ ದೂರು ಸ್ವೀಕರಿಸಲಾಯಿತು. xyxy=(494,1218,570,1309)
lokayukta-photo-2-scene xyxy=(659,1081,889,1200)
page-number: 10 xyxy=(78,51,111,77)
jogi-box xyxy=(414,345,654,487)
election-col-3: ಶಾಲಾ ಕಾಲೇಜುಗಳಲ್ಲಿ ಮತದಾನದ ಮಹತ್ವದ ಬಗ್ಗೆ ಅರಿವು ಮೂಡಿಸುವ ಕಾರ್ಯಕ್ರಮ ನಡೆಸಬೇಕು. ರಂಗೋಲಿ ಸ್ಪರ್ಧೆ, ಪ್ರಬಂಧ ಸ್ಪರ್ಧೆ, ಬೀದಿ ನಾಟಕ, ಜಾಥಾ ಮೂಲಕ ಜಾಗೃತಿ ಮೂಡಿಸಬೇಕು ಎಂದರು. ಜಿಲ್ಲಾ ಪಂಚಾಯಿತಿ ಸಿಇಒ, ಸ್ವೀಪ್ ಸಮಿತಿ ಸದಸ್ಯರು ಸಭೆಯಲ್ಲಿ ಹಾಜರಿದ್ದರು. ಶೇ.100ರಷ್ಟು ಮತದಾನದ ಗುರಿ ಸಾಧಿಸಲು ಎಲ್ಲರೂ ಶ್ರಮಿಸಬೇಕು ಎಂದು ಕರೆ ನೀಡಿದರು. 14 ದಿನ 15 ಗಂಟೆ ಕಾರ್ಯನಿರ್ವಹಿಸಿ. xyxy=(568,791,706,862)
lead-col-5: ಬಹುರೂಪಿ ನಾಟಕೋತ್ಸವ ಮಾರ್ಚ್ 9ರಿಂದ 15ರವರೆಗೆ ನಡೆಯಲಿದೆ. ಭೂಮಿಗೀತ, ಕಲಾಮಂದಿರ, ವನರಂಗ ಹಾಗೂ ಕಿರುರಂಗಮಂದಿರದಲ್ಲಿ ನಾಟಕಗಳು ಪ್ರದರ್ಶನಗೊಳ್ಳಲಿವೆ. ಟಿಕೆಟ್‌ಗಳನ್ನು ಆನ್‌ಲೈನ್ ಹಾಗೂ ರಂಗಾಯಣದ ಕೌಂಟರ್‌ನಲ್ಲಿ ಪಡೆಯಬಹುದು ಎಂದು ಪ್ರಕಟಣೆ ತಿಳಿಸಿದೆ. ಉತ್ಸವದ ಯಶಸ್ಸಿಗೆ ಸಾರ್ವಜನಿಕರ ಸಹಕಾರ ಅಗತ್ಯ ಎಂದು ಸಂಘಟಕರು ಕೋರಿದ್ದಾರೆ. xyxy=(582,490,654,642)
lokayukta-col-1: ಮೈಸೂರು, ಮಾ.6(ಎಂಕೆ)- ಸ್ವಚ್ಛನಗರಿ ಖ್ಯಾತಿಯ ಮೈಸೂರಿನಲ್ಲಿ ಕಸ ವಿಲೇವಾರಿ ಸಮರ್ಪಕವಾಗಿ ನಡೆಯುತ್ತಿಲ್ಲ ಎಂಬ ದೂರುಗಳ ಹಿನ್ನೆಲೆಯಲ್ಲಿ ಲೋಕಾಯುಕ್ತ ಪೊಲೀಸರು ದಿಢೀರ್ ಪರಿಶೀಲನೆ ನಡೆಸಿದರು. ನಗರದ ವಿವಿಧ ಬಡಾವಣೆಗಳಲ್ಲಿ ಸಂಚರಿಸಿದ ಅಧಿಕಾರಿಗಳು ರಸ್ತೆ ಬದಿ, ಖಾಲಿ ನಿವೇಶನಗಳಲ್ಲಿ ರಾಶಿ ರಾಶಿ ಕಸ ಬಿದ್ದಿರುವುದನ್ನು ಕಂಡು ಅಚ್ಚರಿ ವ್ಯಕ್ತಪಡಿಸಿದರು. xyxy=(298,1080,410,1161)
jogi-photo xyxy=(658,335,889,487)
gyanvapi-body: ಈ ಬಾರಿ ಶಿವರಾತ್ರಿಯಂದು ಕಾಶಿಯ ಜ್ಞಾನವ್ಯಾಪಿ ದೇವಸ್ಥಾನದಲ್ಲಿ ಶಿವ ದರ್ಶನ ಆಗುತ್ತಿರುವುದು ಸಂತೋಷದ ಸಂಗತಿ ಎಂದು ಶ್ರೀ ದತ್ತ ವಿಜಯಾನಂದ ತೀರ್ಥ ಸ್ವಾಮೀಜಿ ಹೇಳಿದರು. ಹಲವು ವರ್ಷಗಳ ಹೋರಾಟದ ಫಲವಾಗಿ ಭಕ್ತರಿಗೆ ಅವಕಾಶ ದೊರೆತಿದೆ. ಈ ಮೂಲಕ ಧಾರ್ಮಿಕ ಭಾವನೆಗಳಿಗೆ ಗೌರವ ಸಲ್ಲಿಸಲಾಗಿದೆ. ಅಯೋಧ್ಯೆಯಲ್ಲಿ ಶ್ರೀ ರಾಮಮಂದಿರ ನಿರ್ಮಾಣದ ನಂತರ ಇದು ಮತ್ತೊಂದು ಮಹತ್ವದ ಬೆಳವಣಿಗೆ ಎಂದು ಅಭಿಪ್ರಾಯಪಟ್ಟರು. ಸಂಶೋಧಕ ಡಾ.ವಿಕ್ರಂ ಸಂಪತ್ ಅವರ ಪುಸ್ತಕದಲ್ಲಿ ಐತಿಹಾಸಿಕ ದಾಖಲೆಗಳನ್ನು ವಿವರವಾಗಿ ನೀಡಲಾಗಿದೆ ಎಂದರು. ಈ ಸಂದರ್ಭದಲ್ಲಿ ಭಕ್ತರು, ಸಾಹಿತ್ಯಾಸಕ್ತರು ಹಾಗೂ ಗಣ್ಯರು ಭಾಗವಹಿಸಿದ್ದರು. xyxy=(57,709,285,780)
